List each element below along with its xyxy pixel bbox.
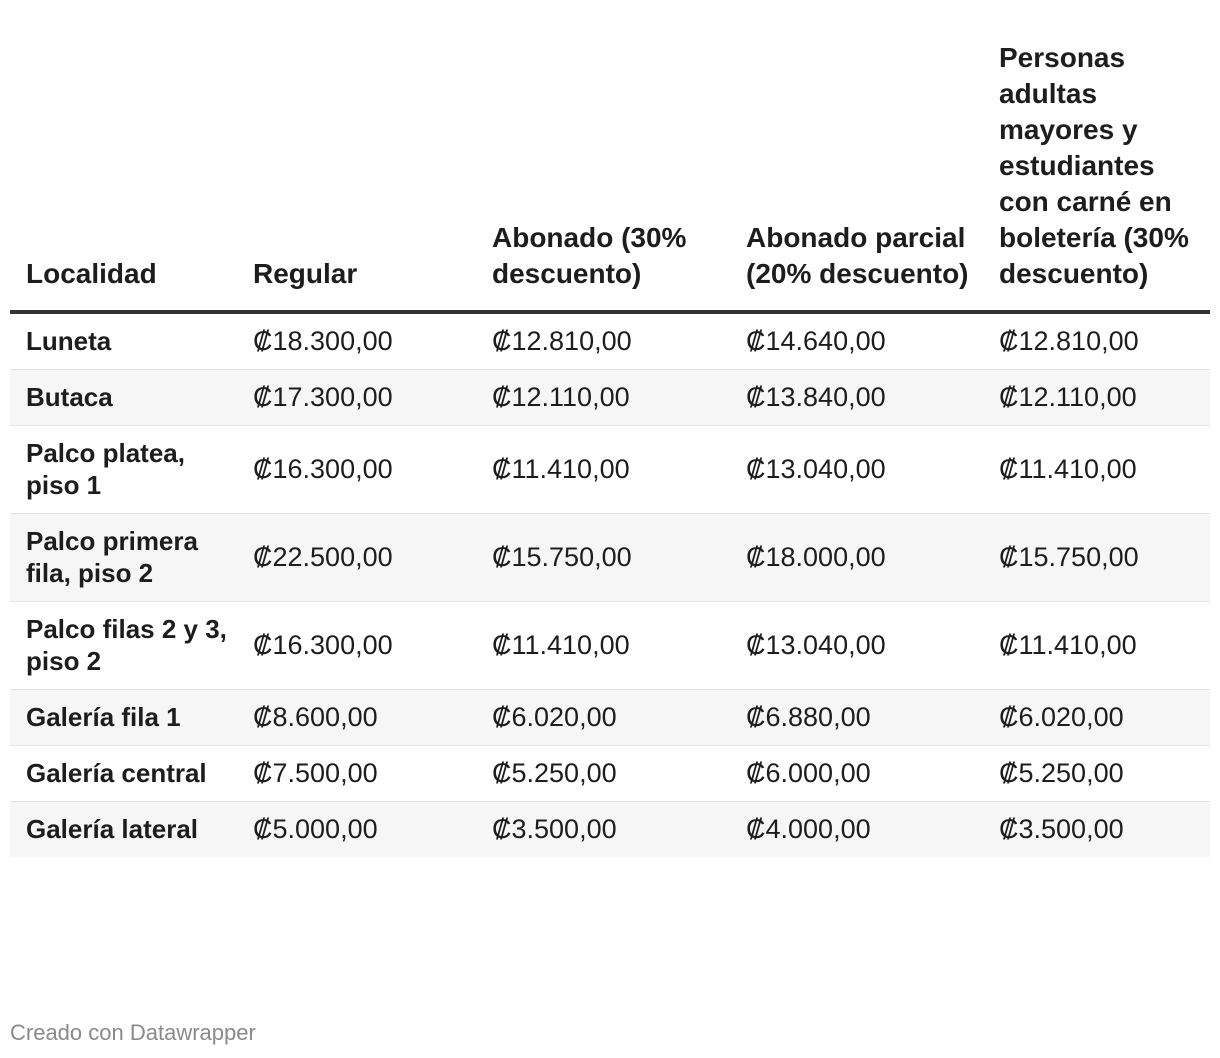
row-label: Palco primera fila, piso 2 <box>10 514 237 602</box>
table-cell: ₡16.300,00 <box>237 602 476 690</box>
row-label: Galería central <box>10 746 237 802</box>
table-cell: ₡15.750,00 <box>476 514 730 602</box>
table-cell: ₡6.880,00 <box>730 690 983 746</box>
table-row <box>10 312 1210 370</box>
table-cell: ₡17.300,00 <box>237 370 476 426</box>
table-cell: ₡5.000,00 <box>237 802 476 858</box>
table-body <box>10 312 1210 857</box>
table-cell: ₡16.300,00 <box>237 426 476 514</box>
row-label: Galería lateral <box>10 802 237 858</box>
table-cell: ₡6.020,00 <box>983 690 1210 746</box>
price-table-container <box>10 40 1210 857</box>
table-cell: ₡13.040,00 <box>730 602 983 690</box>
datawrapper-credit: Creado con Datawrapper <box>10 1020 256 1045</box>
header-row <box>10 40 1210 312</box>
column-header-localidad: Localidad <box>10 40 237 312</box>
table-cell: ₡22.500,00 <box>237 514 476 602</box>
table-cell: ₡15.750,00 <box>983 514 1210 602</box>
table-cell: ₡11.410,00 <box>476 426 730 514</box>
column-header-abonado-parcial: Abonado parcial (20% descuento) <box>730 40 983 312</box>
table-cell: ₡12.110,00 <box>476 370 730 426</box>
table-cell: ₡18.300,00 <box>237 312 476 370</box>
table-cell: ₡11.410,00 <box>476 602 730 690</box>
table-cell: ₡7.500,00 <box>237 746 476 802</box>
table-cell: ₡12.110,00 <box>983 370 1210 426</box>
table-cell: ₡3.500,00 <box>476 802 730 858</box>
column-header-adultos-mayores-estudiantes: Personas adultas mayores y estudiantes con carné en boletería (30% descuento) <box>983 40 1210 312</box>
table-cell: ₡11.410,00 <box>983 602 1210 690</box>
table-row <box>10 802 1210 858</box>
table-cell: ₡5.250,00 <box>476 746 730 802</box>
table-cell: ₡14.640,00 <box>730 312 983 370</box>
table-row <box>10 514 1210 602</box>
table-cell: ₡11.410,00 <box>983 426 1210 514</box>
table-cell: ₡6.020,00 <box>476 690 730 746</box>
table-cell: ₡12.810,00 <box>476 312 730 370</box>
table-cell: ₡18.000,00 <box>730 514 983 602</box>
table-cell: ₡5.250,00 <box>983 746 1210 802</box>
row-label: Luneta <box>10 312 237 370</box>
table-cell: ₡8.600,00 <box>237 690 476 746</box>
price-table <box>10 40 1210 857</box>
row-label: Galería fila 1 <box>10 690 237 746</box>
table-row <box>10 690 1210 746</box>
table-cell: ₡3.500,00 <box>983 802 1210 858</box>
column-header-regular: Regular <box>237 40 476 312</box>
table-cell: ₡12.810,00 <box>983 312 1210 370</box>
row-label: Palco platea, piso 1 <box>10 426 237 514</box>
table-header <box>10 40 1210 312</box>
table-row <box>10 426 1210 514</box>
table-row <box>10 370 1210 426</box>
table-row <box>10 746 1210 802</box>
table-cell: ₡4.000,00 <box>730 802 983 858</box>
table-cell: ₡13.040,00 <box>730 426 983 514</box>
row-label: Butaca <box>10 370 237 426</box>
table-cell: ₡6.000,00 <box>730 746 983 802</box>
column-header-abonado: Abonado (30% descuento) <box>476 40 730 312</box>
row-label: Palco filas 2 y 3, piso 2 <box>10 602 237 690</box>
table-row <box>10 602 1210 690</box>
table-cell: ₡13.840,00 <box>730 370 983 426</box>
